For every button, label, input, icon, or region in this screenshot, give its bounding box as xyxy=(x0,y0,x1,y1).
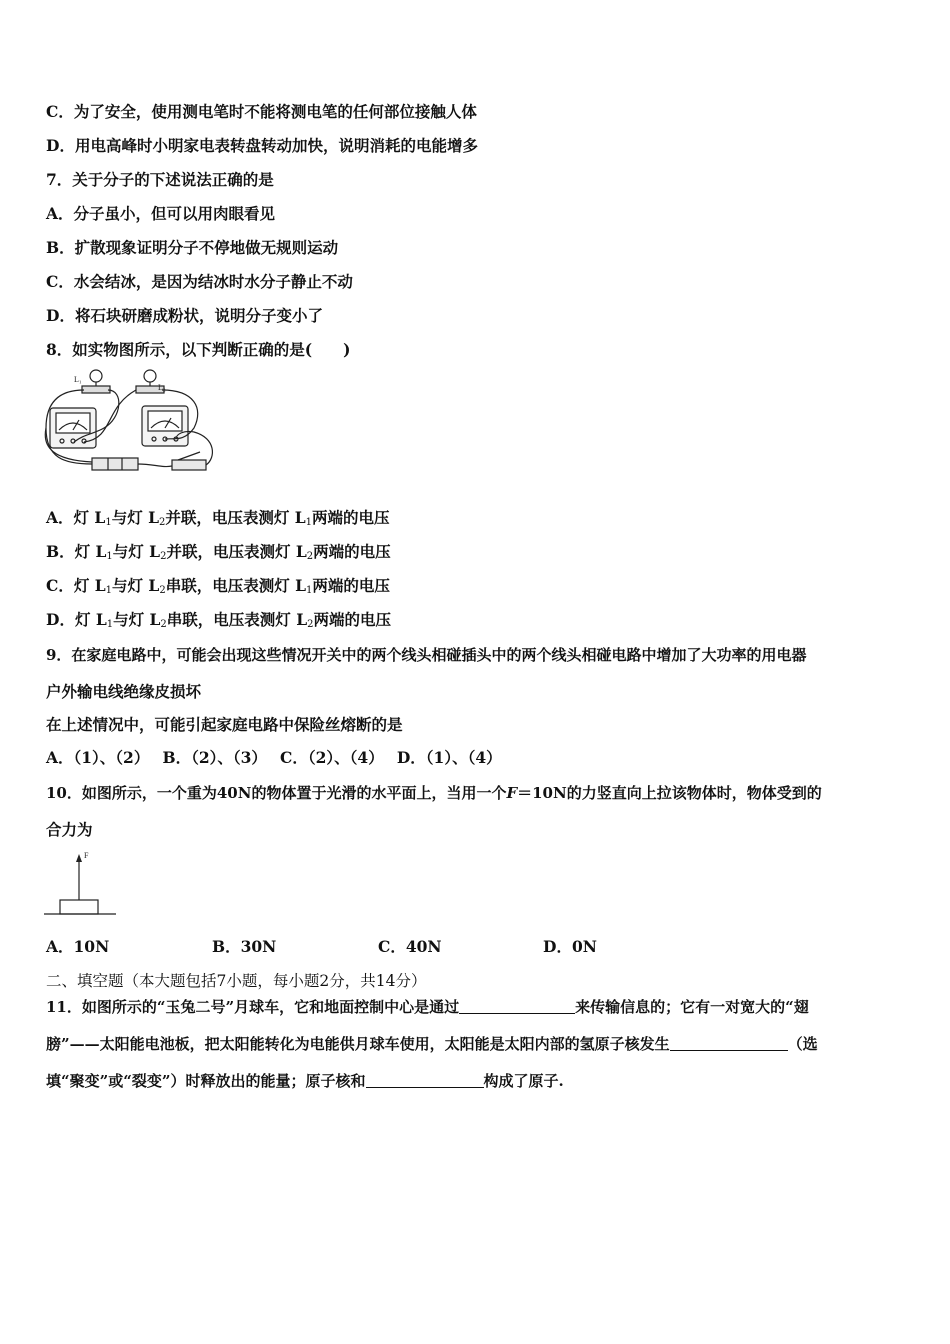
q8-option-c: C．灯 $L_1$与灯 $L_2$串联，电压表测灯 $L_1$两端的电压 xyxy=(46,576,390,596)
q10-force-label: F xyxy=(84,851,89,860)
q11-blank-2[interactable] xyxy=(670,1034,788,1051)
q10-option-a: A．10N xyxy=(46,937,110,956)
q8-label-l2: L₂ xyxy=(158,383,166,392)
q8-circuit-figure xyxy=(44,368,224,478)
q9-stem-line1: 9．在家庭电路中，可能会出现这些情况开关中的两个线头相碰插头中的两个线头相碰电路中增加了大功率的用电器 xyxy=(46,646,807,664)
q7-option-c: C．水会结冰，是因为结冰时水分子静止不动 xyxy=(46,272,353,291)
section-2-heading: 二、填空题（本大题包括7小题，每小题2分，共14分） xyxy=(46,972,427,990)
q10-stem-line1: 10．如图所示，一个重为40N的物体置于光滑的水平面上，当用一个F＝10N的力竖直向上拉该物体时，物体受到的 xyxy=(46,784,822,802)
q7-option-b: B．扩散现象证明分子不停地做无规则运动 xyxy=(46,238,339,257)
q8-option-a: A．灯 $L_1$与灯 $L_2$并联，电压表测灯 $L_1$两端的电压 xyxy=(46,508,390,528)
q8-option-d: D．灯 $L_1$与灯 $L_2$串联，电压表测灯 $L_2$两端的电压 xyxy=(46,610,391,630)
q11-line3: 填“聚变”或“裂变”）时释放出的能量；原子核和 构成了原子. xyxy=(46,1072,564,1090)
q8-option-b: B．灯 $L_1$与灯 $L_2$并联，电压表测灯 $L_2$两端的电压 xyxy=(46,542,391,562)
q10-option-b: B．30N xyxy=(212,937,277,956)
q10-option-d: D．0N xyxy=(543,937,597,956)
q10-force-figure xyxy=(44,848,124,920)
q8-label-l1: L₁ xyxy=(74,375,82,384)
q11-line2: 膀”——太阳能电池板，把太阳能转化为电能供月球车使用，太阳能是太阳内部的氢原子核发生 （选 xyxy=(46,1035,818,1053)
q11-blank-3[interactable] xyxy=(366,1071,484,1088)
q7-option-d: D．将石块研磨成粉状，说明分子变小了 xyxy=(46,306,323,325)
q8-stem: 8．如实物图所示，以下判断正确的是( ) xyxy=(46,340,351,359)
q11-line1: 11．如图所示的“玉兔二号”月球车，它和地面控制中心是通过 来传输信息的；它有一对宽大的“翅 xyxy=(46,998,809,1016)
q10-stem-line2: 合力为 xyxy=(46,820,93,839)
q11-blank-1[interactable] xyxy=(459,997,575,1014)
q6-option-d: D．用电高峰时小明家电表转盘转动加快，说明消耗的电能增多 xyxy=(46,136,478,155)
q9-options: A．（1）、（2） B．（2）、（3） C．（2）、（4） D．（1）、（4） xyxy=(46,748,502,767)
q9-stem-line3: 在上述情况中，可能引起家庭电路中保险丝熔断的是 xyxy=(46,715,403,734)
q6-option-c: C．为了安全，使用测电笔时不能将测电笔的任何部位接触人体 xyxy=(46,102,477,121)
q7-stem: 7．关于分子的下述说法正确的是 xyxy=(46,170,274,189)
q7-option-a: A．分子虽小，但可以用肉眼看见 xyxy=(46,204,276,223)
q10-option-c: C．40N xyxy=(378,937,442,956)
q9-stem-line2: 户外输电线绝缘皮损坏 xyxy=(46,682,202,701)
